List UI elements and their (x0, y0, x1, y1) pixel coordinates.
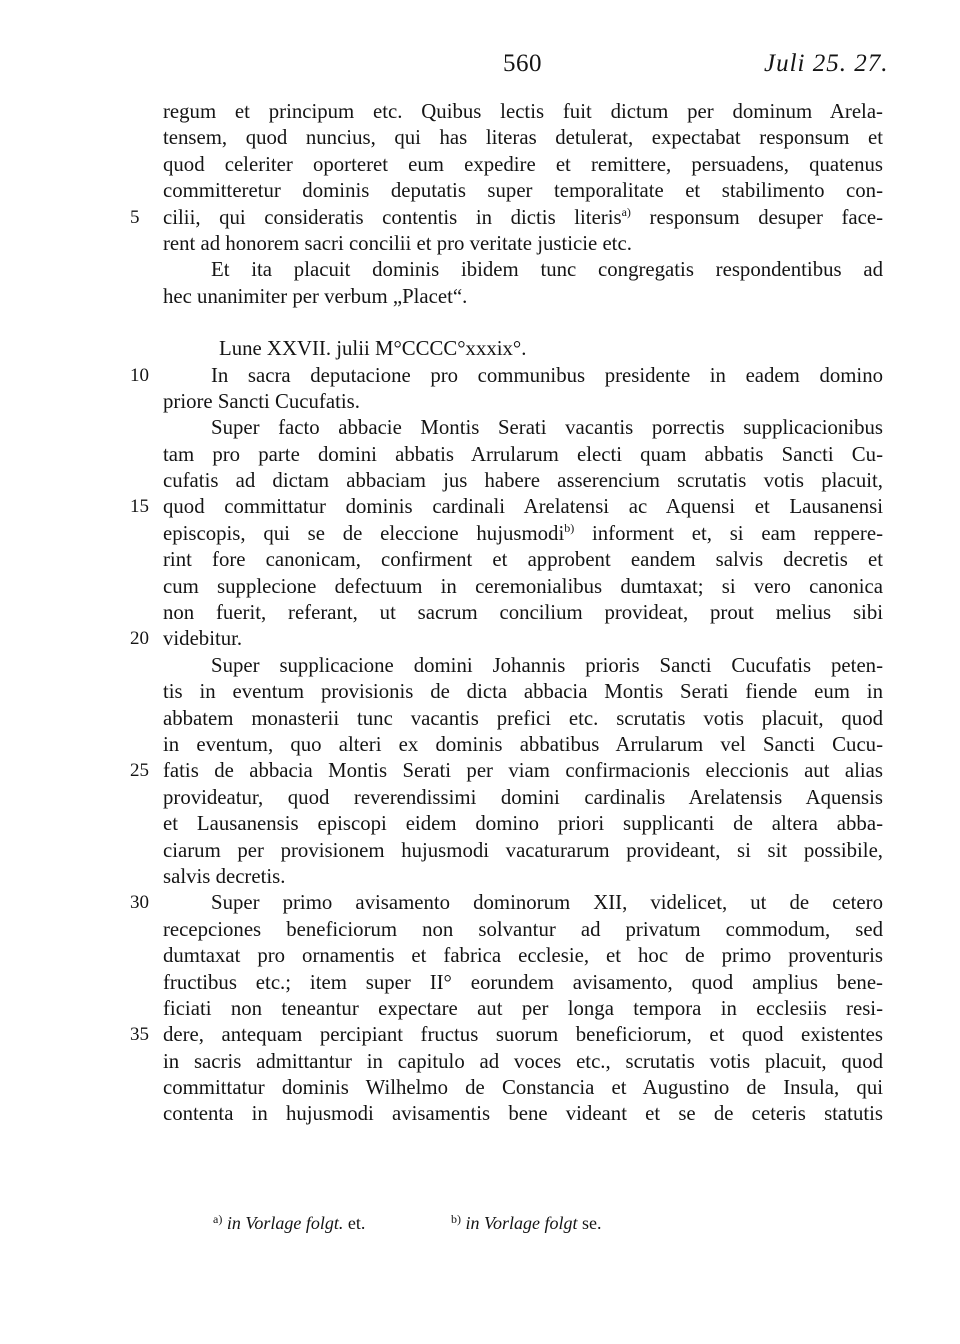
line-text (163, 838, 883, 864)
line-text-main: contenta in hujusmodi avisamentis bene videant et se de ceteris statutis (163, 1102, 883, 1126)
line-text-main: Et ita placuit dominis ibidem tunc congregatis respondentibus ad (211, 258, 883, 282)
text-line (130, 204, 884, 231)
line-text (163, 205, 883, 231)
line-number: 25 (130, 760, 149, 782)
line-text-main: provideatur, quod reverendissimi domini cardinalis Arelatensis Aquensis (163, 785, 883, 809)
text-line (163, 785, 883, 811)
line-text (163, 363, 883, 389)
line-text (163, 758, 883, 784)
line-text-main: cufatis ad dictam abbaciam jus habere asserencium scrutatis votis placuit, (163, 469, 883, 493)
line-text (163, 970, 883, 996)
footnotes (213, 1212, 602, 1234)
line-text (163, 231, 883, 257)
line-text (163, 626, 883, 652)
line-text (163, 785, 883, 811)
line-text-main: recepciones beneficiorum non solvantur ad privatum commodum, sed (163, 917, 883, 941)
footnote-text: in Vorlage folgt. (226, 1213, 344, 1233)
text-line (163, 706, 883, 732)
text-line (163, 257, 883, 283)
text-line (130, 363, 883, 389)
line-text-main: in sacris admittantur in capitulo ad voces etc., scrutatis votis placuit, quod (163, 1049, 883, 1073)
running-head-date: Juli 25. 27. (764, 50, 889, 77)
line-text (163, 864, 883, 890)
line-text-main: Super supplicacione domini Johannis prioris Sancti Cucufatis peten- (211, 653, 883, 677)
text-line (163, 811, 883, 837)
text-line (163, 521, 883, 547)
line-text (163, 257, 883, 283)
line-text (163, 890, 883, 916)
line-text (163, 468, 883, 494)
line-text-main: Super primo avisamento dominorum XII, videlicet, ut de cetero (211, 891, 883, 915)
main-text (130, 99, 884, 1128)
text-line (163, 99, 883, 125)
line-number: 35 (130, 1024, 149, 1046)
line-text (163, 336, 883, 362)
line-text-main: cum supplecione defectuum in ceremonialibus dumtaxat; si vero canonica (163, 574, 883, 598)
text-line (163, 996, 883, 1022)
text-line (163, 284, 883, 310)
line-text (163, 996, 883, 1022)
text-line (163, 1101, 883, 1127)
text-line (163, 231, 883, 257)
footnote-text: in Vorlage folgt (465, 1213, 578, 1233)
text-line (163, 125, 883, 151)
text-line (163, 653, 883, 679)
text-line (163, 178, 883, 204)
line-text (163, 389, 883, 415)
line-text (163, 653, 883, 679)
line-text-main: regum et principum etc. Quibus lectis fuit dictum per dominum Arela- (163, 100, 883, 123)
line-text (163, 1075, 883, 1101)
line-text-main: ciarum per provisionem hujusmodi vacaturarum provideant, si sit possibile, (163, 838, 883, 862)
text-line (130, 626, 883, 652)
text-line (163, 152, 883, 178)
line-text-main: Super facto abbacie Montis Serati vacantis porrectis supplicacionibus (211, 416, 883, 440)
text-line (130, 1022, 883, 1048)
line-text-main: abbatem monasterii tunc vacantis prefici etc. scrutatis votis placuit, quod (163, 706, 883, 730)
line-number: 30 (130, 892, 149, 914)
line-text (163, 1049, 883, 1075)
paragraph-gap (163, 310, 883, 336)
line-number: 10 (130, 364, 149, 386)
line-text (163, 706, 883, 732)
line-text (163, 284, 883, 310)
line-text-main: cilii, qui consideratis contentis in dictis literis (163, 205, 622, 229)
line-text (163, 547, 883, 573)
text-line (163, 389, 883, 415)
line-text (163, 125, 883, 151)
line-text-main: tam pro parte domini abbatis Arrularum electi quam abbatis Sancti Cu- (163, 442, 883, 466)
text-line (163, 468, 883, 494)
line-text-main: committatur dominis Wilhelmo de Constancia et Augustino de Insula, qui (163, 1076, 883, 1100)
line-number: 20 (130, 628, 149, 650)
footnote-a (213, 1212, 365, 1234)
line-text-after-note: informent et, si eam reppere- (574, 521, 883, 545)
text-line (163, 442, 883, 468)
line-text-main: tis in eventum provisionis de dicta abbacia Montis Serati fiende eum in (163, 680, 883, 704)
line-text (163, 732, 883, 758)
text-line (163, 574, 883, 600)
text-line (163, 917, 883, 943)
footnote-b (451, 1212, 602, 1234)
line-text-main: priore Sancti Cucufatis. (163, 389, 360, 413)
text-line (163, 1075, 883, 1101)
line-text (163, 415, 883, 441)
line-text-main: rint fore canonicam, confirment et approbent eandem salvis decretis et (163, 548, 883, 572)
line-text-main: tensem, quod nuncius, qui has literas detulerat, expectabat responsum et (163, 126, 883, 150)
line-text-main: in eventum, quo alteri ex dominis abbatibus Arrularum vel Sancti Cucu- (163, 732, 883, 756)
line-text (163, 600, 883, 626)
text-line (163, 679, 883, 705)
text-line (163, 1049, 883, 1075)
line-text-main: committeretur dominis deputatis super temporalitate et stabilimento con- (163, 179, 883, 203)
footnote-trail: se. (577, 1213, 602, 1233)
page-number: 560 (503, 50, 542, 77)
line-text-main: dere, antequam percipiant fructus suorum beneficiorum, et quod existentes (163, 1023, 883, 1047)
text-line (163, 415, 883, 441)
line-text-main: rent ad honorem sacri concilii et pro veritate justicie etc. (163, 231, 632, 255)
line-text-main: fatis de abbacia Montis Serati per viam confirmacionis eleccionis aut alias (163, 759, 883, 783)
footnote-mark: a) (213, 1212, 223, 1226)
line-text (163, 679, 883, 705)
text-line (163, 838, 883, 864)
line-number: 15 (130, 496, 149, 518)
line-text (163, 152, 883, 178)
line-text (163, 521, 883, 547)
line-text (163, 1101, 883, 1127)
line-text-main: quod celeriter oporteret eum expedire et remittere, persuadens, quatenus (163, 152, 883, 176)
line-text-main: videbitur. (163, 627, 243, 651)
line-text-main: dumtaxat pro ornamentis et fabrica ecclesie, et hoc de primo proventuris (163, 944, 883, 968)
line-text-main: salvis decretis. (163, 864, 286, 888)
text-line (163, 943, 883, 969)
line-text (163, 917, 883, 943)
text-line (163, 336, 883, 362)
line-text (163, 178, 883, 204)
line-text (163, 943, 883, 969)
line-text-after-note: responsum desuper face- (630, 205, 884, 229)
footnote-reference: b) (564, 520, 575, 535)
line-text-main: et Lausanensis episcopi eidem domino priori supplicanti de altera abba- (163, 812, 883, 836)
line-text-main: hec unanimiter per verbum „Placet“. (163, 284, 468, 308)
line-text (163, 494, 883, 520)
footnote-trail: et. (343, 1213, 366, 1233)
text-line (163, 864, 883, 890)
line-text (163, 811, 883, 837)
line-text-main: episcopis, qui se de eleccione hujusmodi (163, 521, 565, 545)
line-text-main: non fuerit, referant, ut sacrum concilium provideat, prout melius sibi (163, 601, 883, 625)
line-text (163, 574, 883, 600)
text-line (163, 547, 883, 573)
text-line (163, 600, 883, 626)
line-text-main: fructibus etc.; item super II° eorundem avisamento, quod amplius bene- (163, 970, 883, 994)
text-line (130, 758, 883, 784)
footnote-mark: b) (451, 1212, 461, 1226)
text-line (163, 970, 883, 996)
text-line (130, 890, 883, 916)
text-line (130, 494, 883, 520)
text-line (163, 732, 883, 758)
line-text-main: quod committatur dominis cardinali Arelatensi ac Aquensi et Lausanensi (163, 495, 883, 519)
line-text-main: Lune XXVII. julii M°CCCC°xxxix°. (219, 337, 527, 361)
line-text-main: ficiati non teneantur expectare aut per longa tempora in ecclesiis resi- (163, 996, 883, 1020)
line-text (163, 442, 883, 468)
line-text (163, 99, 883, 125)
line-number: 5 (130, 206, 140, 228)
line-text-main: In sacra deputacione pro communibus presidente in eadem domino (211, 363, 883, 387)
line-text (163, 1022, 883, 1048)
footnote-reference: a) (621, 204, 631, 219)
